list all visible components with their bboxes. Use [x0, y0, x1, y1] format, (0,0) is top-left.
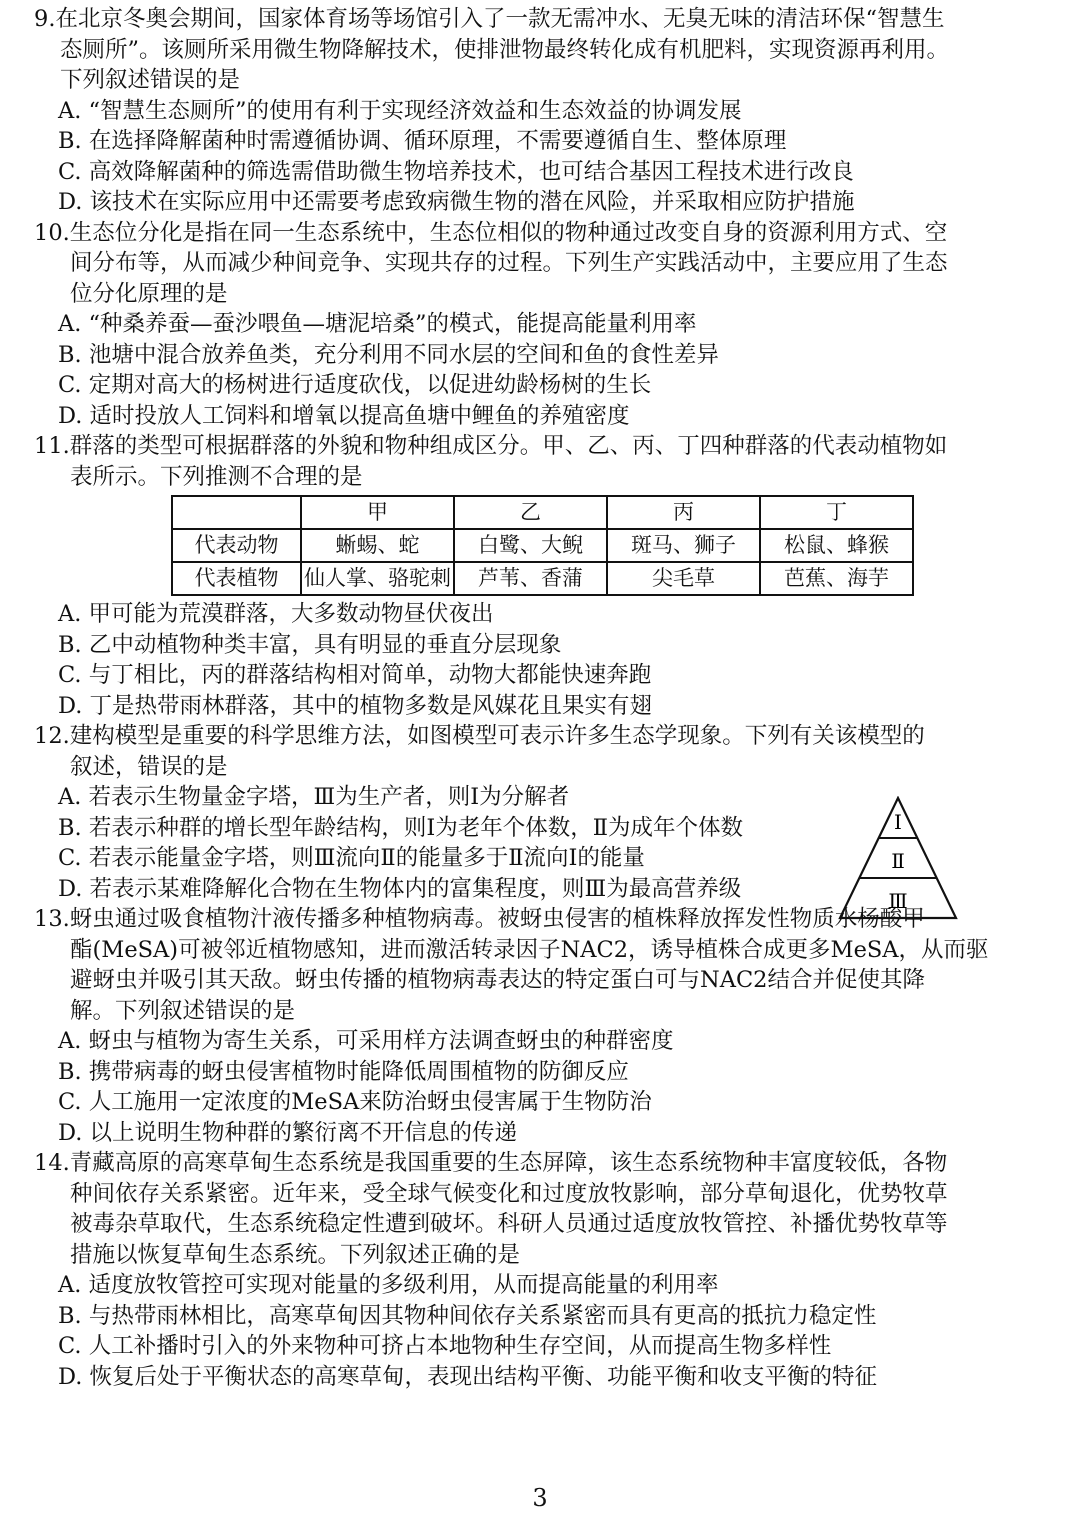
option-a: A. 若表示生物量金字塔，Ⅲ为生产者，则Ⅰ为分解者 — [58, 784, 570, 810]
option-d: D. 恢复后处于平衡状态的高寒草甸，表现出结构平衡、功能平衡和收支平衡的特征 — [58, 1363, 878, 1390]
stem-line: 种间依存关系紧密。近年来，受全球气候变化和过度放牧影响，部分草甸退化，优势牧草 — [70, 1180, 948, 1207]
table-cell: 尖毛草 — [607, 562, 760, 595]
table-cell: 白鹭、大鲵 — [454, 529, 607, 562]
pyramid-level-1-label: Ⅰ — [894, 810, 902, 834]
community-table — [171, 495, 914, 596]
option-d: D. 以上说明生物种群的繁衍离不开信息的传递 — [58, 1119, 518, 1146]
option-a: A. 蚜虫与植物为寄生关系，可采用样方法调查蚜虫的种群密度 — [58, 1028, 674, 1054]
table-header-row — [172, 496, 913, 529]
question-14-stem — [34, 1148, 1014, 1270]
table-cell: 乙 — [454, 496, 607, 529]
option-c: C. 人工补播时引入的外来物种可挤占本地物种生存空间，从而提高生物多样性 — [58, 1333, 832, 1359]
option-b: B. 乙中动植物种类丰富，具有明显的垂直分层现象 — [58, 631, 562, 658]
option-b: B. 在选择降解菌种时需遵循协调、循环原理，不需要遵循自生、整体原理 — [58, 128, 787, 154]
stem-line: 解。下列叙述错误的是 — [70, 997, 296, 1024]
table-cell: 仙人掌、骆驼刺 — [301, 562, 454, 595]
option-a: A. 适度放牧管控可实现对能量的多级利用，从而提高能量的利用率 — [58, 1272, 719, 1298]
question-10 — [34, 218, 1014, 432]
option-d: D. 该技术在实际应用中还需要考虑致病微生物的潜在风险，并采取相应防护措施 — [58, 189, 855, 215]
option-c: C. 人工施用一定浓度的MeSA来防治蚜虫侵害属于生物防治 — [58, 1089, 652, 1115]
option-a: A. 甲可能为荒漠群落，大多数动物昼伏夜出 — [58, 601, 494, 627]
table-cell: 丙 — [607, 496, 760, 529]
stem-line: 叙述，错误的是 — [70, 753, 228, 780]
option-c: C. 若表示能量金字塔，则Ⅲ流向Ⅱ的能量多于Ⅱ流向Ⅰ的能量 — [58, 845, 645, 871]
stem-line: 在北京冬奥会期间，国家体育场等场馆引入了一款无需冲水、无臭无味的清洁环保“智慧生 — [55, 6, 945, 32]
question-11-stem — [34, 431, 1014, 492]
stem-line: 表所示。下列推测不合理的是 — [70, 463, 363, 490]
question-13-stem — [34, 904, 1014, 1026]
question-9 — [34, 4, 1014, 218]
table-cell: 代表动物 — [172, 529, 301, 562]
stem-line: 青藏高原的高寒草甸生态系统是我国重要的生态屏障，该生态系统物种丰富度较低，各物 — [69, 1150, 948, 1176]
question-13 — [34, 904, 1014, 1148]
option-d: D. 丁是热带雨林群落，其中的植物多数是风媒花且果实有翅 — [58, 692, 653, 719]
pyramid-level-2-label: Ⅱ — [891, 849, 905, 873]
option-a: A. “种桑养蚕—蚕沙喂鱼—塘泥培桑”的模式，能提高能量利用率 — [58, 311, 697, 337]
table-cell: 松鼠、蜂猴 — [760, 529, 913, 562]
option-d: D. 适时投放人工饲料和增氧以提高鱼塘中鲤鱼的养殖密度 — [58, 402, 630, 429]
question-number: 13. — [34, 906, 70, 932]
stem-line: 下列叙述错误的是 — [60, 67, 241, 93]
stem-line: 酯(MeSA)可被邻近植物感知，进而激活转录因子NAC2，诱导植株合成更多MeSA，从而驱 — [70, 936, 989, 963]
stem-line: 间分布等，从而减少种间竞争、实现共存的过程。下列生产实践活动中，主要应用了生态 — [70, 250, 948, 276]
option-b: B. 携带病毒的蚜虫侵害植物时能降低周围植物的防御反应 — [58, 1058, 629, 1085]
stem-line: 位分化原理的是 — [70, 280, 228, 307]
question-9-stem — [34, 4, 1014, 96]
option-a: A. “智慧生态厕所”的使用有利于实现经济效益和生态效益的协调发展 — [58, 97, 742, 124]
option-d: D. 若表示某难降解化合物在生物体内的富集程度，则Ⅲ为最高营养级 — [58, 875, 742, 902]
question-number: 9. — [34, 6, 56, 32]
question-number: 14. — [34, 1150, 70, 1176]
stem-line: 生态位分化是指在同一生态系统中，生态位相似的物种通过改变自身的资源利用方式、空 — [69, 219, 948, 246]
question-11 — [34, 431, 1014, 721]
stem-line: 措施以恢复草甸生态系统。下列叙述正确的是 — [70, 1241, 521, 1268]
option-b: B. 若表示种群的增长型年龄结构，则Ⅰ为老年个体数，Ⅱ为成年个体数 — [58, 814, 744, 841]
option-b: B. 与热带雨林相比，高寒草甸因其物种间依存关系紧密而具有更高的抵抗力稳定性 — [58, 1302, 877, 1329]
table-cell: 甲 — [301, 496, 454, 529]
exam-page — [34, 4, 1014, 1392]
stem-line: 态厕所”。该厕所采用微生物降解技术，使排泄物最终转化成有机肥料，实现资源再利用。 — [60, 36, 950, 63]
question-number: 11. — [34, 433, 70, 459]
table-cell: 代表植物 — [172, 562, 301, 595]
question-number: 12. — [34, 723, 70, 749]
table-cell: 斑马、狮子 — [607, 529, 760, 562]
pyramid-level-3-label: Ⅲ — [888, 889, 908, 913]
stem-line: 被毒杂草取代，生态系统稳定性遭到破坏。科研人员通过适度放牧管控、补播优势牧草等 — [70, 1211, 948, 1237]
table-cell: 丁 — [760, 496, 913, 529]
stem-line: 避蚜虫并吸引其天敌。蚜虫传播的植物病毒表达的特定蛋白可与NAC2结合并促使其降 — [70, 967, 925, 993]
stem-line: 群落的类型可根据群落的外貌和物种组成区分。甲、乙、丙、丁四种群落的代表动植物如 — [69, 433, 948, 459]
pyramid-model-figure — [838, 796, 958, 920]
option-c: C. 与丁相比，丙的群落结构相对简单，动物大都能快速奔跑 — [58, 662, 652, 688]
stem-line: 建构模型是重要的科学思维方法，如图模型可表示许多生态学现象。下列有关该模型的 — [69, 723, 925, 749]
question-12-stem — [34, 721, 1014, 782]
question-14 — [34, 1148, 1014, 1392]
table-cell: 芦苇、香蒲 — [454, 562, 607, 595]
option-c: C. 高效降解菌种的筛选需借助微生物培养技术，也可结合基因工程技术进行改良 — [58, 158, 854, 185]
stem-line: 蚜虫通过吸食植物汁液传播多种植物病毒。被蚜虫侵害的植株释放挥发性物质水杨酸甲 — [69, 906, 925, 932]
table-cell: 蜥蜴、蛇 — [301, 529, 454, 562]
option-c: C. 定期对高大的杨树进行适度砍伐，以促进幼龄杨树的生长 — [58, 372, 652, 398]
table-row — [172, 562, 913, 595]
option-b: B. 池塘中混合放养鱼类，充分利用不同水层的空间和鱼的食性差异 — [58, 341, 719, 368]
page-number: 3 — [532, 1484, 548, 1512]
question-10-stem — [34, 218, 1014, 310]
question-number: 10. — [34, 219, 70, 246]
table-cell: 芭蕉、海芋 — [760, 562, 913, 595]
table-cell — [172, 496, 301, 529]
table-row — [172, 529, 913, 562]
